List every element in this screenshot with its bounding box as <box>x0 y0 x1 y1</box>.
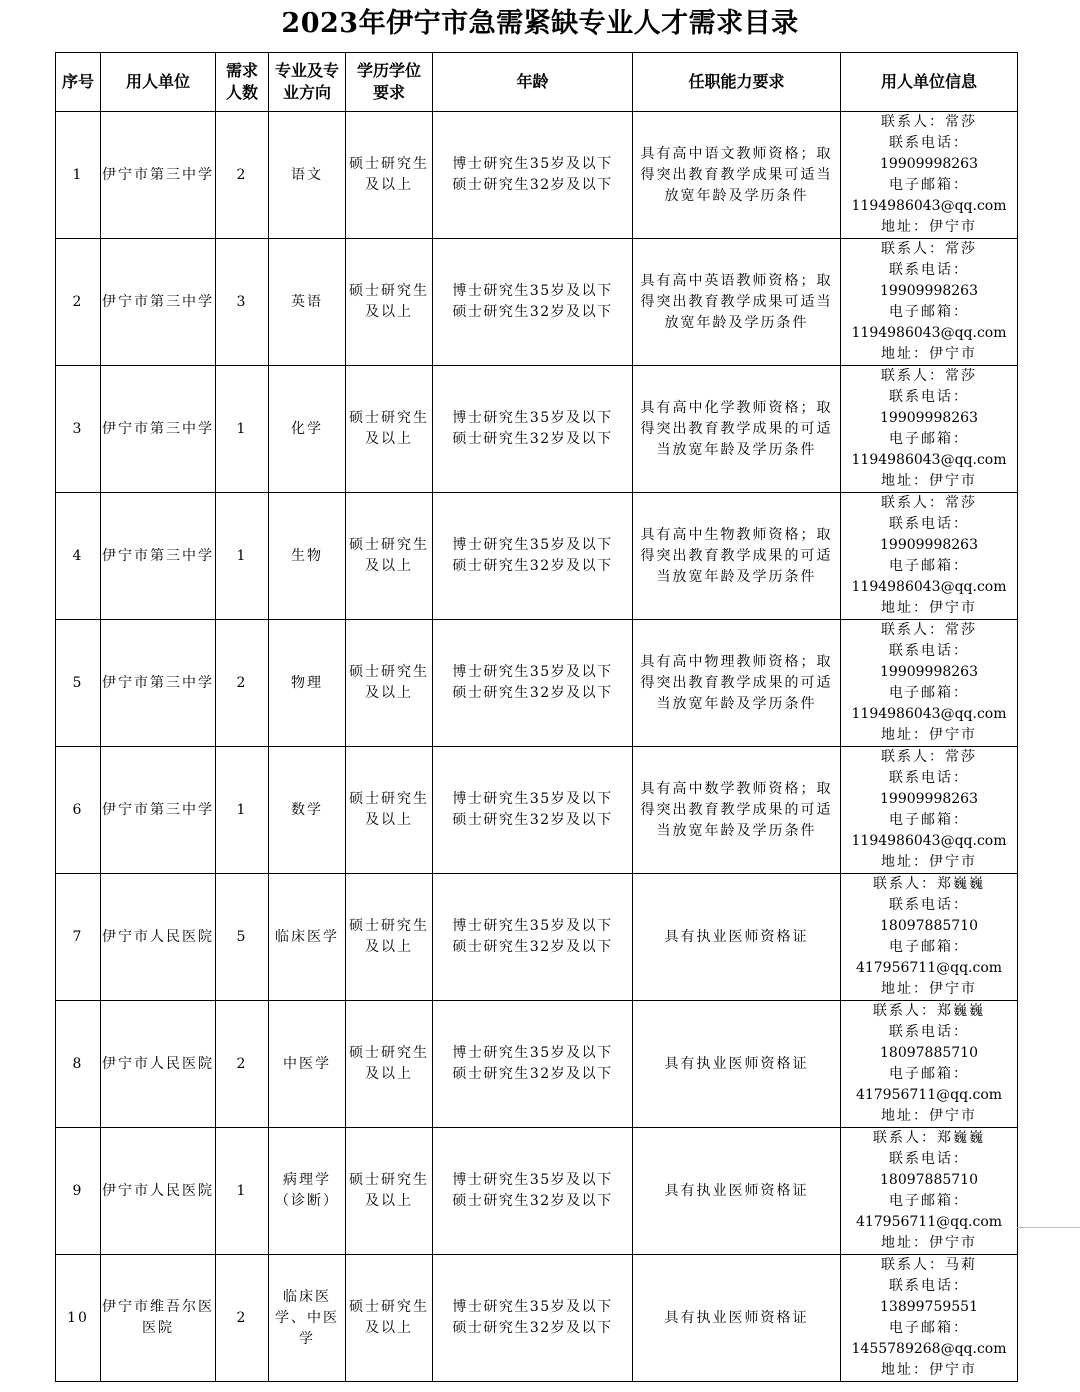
email-label: 电子邮箱： <box>889 1066 969 1082</box>
phone-label: 联系电话： <box>889 897 969 913</box>
contact-person: 联系人：常莎 <box>881 368 977 384</box>
cell-age <box>433 620 633 747</box>
cell-count: 2 <box>216 620 269 747</box>
email-label: 电子邮箱： <box>889 812 969 828</box>
email-address: 1194986043@qq.com <box>851 833 1007 849</box>
cell-no: 3 <box>56 366 101 493</box>
age-master: 硕士研究生32岁及以下 <box>452 1320 613 1336</box>
contact-person: 联系人：常莎 <box>881 495 977 511</box>
cell-unit: 伊宁市人民医院 <box>101 874 216 1001</box>
cell-requirements: 具有高中数学教师资格；取得突出教育教学成果的可适当放宽年龄及学历条件 <box>633 747 841 874</box>
cell-info <box>841 366 1018 493</box>
table-header-row <box>56 53 1018 112</box>
cell-major: 语文 <box>269 112 346 239</box>
cell-age <box>433 366 633 493</box>
cell-unit: 伊宁市第三中学 <box>101 493 216 620</box>
email-address: 1194986043@qq.com <box>851 198 1007 214</box>
cell-info <box>841 493 1018 620</box>
header-no: 序号 <box>56 53 101 112</box>
email-address: 1194986043@qq.com <box>851 325 1007 341</box>
age-phd: 博士研究生35岁及以下 <box>452 918 613 934</box>
header-age: 年龄 <box>433 53 633 112</box>
cell-major: 临床医学、中医学 <box>269 1255 346 1382</box>
cell-no: 7 <box>56 874 101 1001</box>
email-label: 电子邮箱： <box>889 1193 969 1209</box>
cell-count: 2 <box>216 112 269 239</box>
email-address: 417956711@qq.com <box>855 1214 1003 1230</box>
phone-number: 19909998263 <box>880 410 978 426</box>
cell-degree: 硕士研究生及以上 <box>346 1128 433 1255</box>
table-row <box>56 874 1018 1001</box>
cell-count: 5 <box>216 874 269 1001</box>
cell-count: 2 <box>216 1255 269 1382</box>
age-phd: 博士研究生35岁及以下 <box>452 283 613 299</box>
age-phd: 博士研究生35岁及以下 <box>452 537 613 553</box>
age-master: 硕士研究生32岁及以下 <box>452 177 613 193</box>
cell-age <box>433 112 633 239</box>
phone-number: 19909998263 <box>880 537 978 553</box>
address: 地址：伊宁市 <box>881 346 977 362</box>
cell-requirements: 具有高中化学教师资格；取得突出教育教学成果的可适当放宽年龄及学历条件 <box>633 366 841 493</box>
talent-catalog-table <box>55 52 1018 1382</box>
cell-age <box>433 239 633 366</box>
age-master: 硕士研究生32岁及以下 <box>452 812 613 828</box>
table-row <box>56 239 1018 366</box>
cell-unit: 伊宁市第三中学 <box>101 366 216 493</box>
cell-major: 英语 <box>269 239 346 366</box>
table-row <box>56 112 1018 239</box>
cell-degree: 硕士研究生及以上 <box>346 493 433 620</box>
contact-person: 联系人：常莎 <box>881 749 977 765</box>
email-address: 1194986043@qq.com <box>851 706 1007 722</box>
cell-requirements: 具有执业医师资格证 <box>633 1001 841 1128</box>
cell-no: 10 <box>56 1255 101 1382</box>
table-row <box>56 747 1018 874</box>
cell-age <box>433 874 633 1001</box>
age-phd: 博士研究生35岁及以下 <box>452 410 613 426</box>
cell-count: 2 <box>216 1001 269 1128</box>
cell-degree: 硕士研究生及以上 <box>346 112 433 239</box>
cell-age <box>433 1001 633 1128</box>
edge-line <box>1017 1227 1080 1228</box>
cell-requirements: 具有执业医师资格证 <box>633 874 841 1001</box>
cell-major: 中医学 <box>269 1001 346 1128</box>
phone-label: 联系电话： <box>889 135 969 151</box>
cell-no: 8 <box>56 1001 101 1128</box>
email-label: 电子邮箱： <box>889 685 969 701</box>
phone-label: 联系电话： <box>889 643 969 659</box>
email-label: 电子邮箱： <box>889 939 969 955</box>
header-requirements: 任职能力要求 <box>633 53 841 112</box>
contact-person: 联系人：常莎 <box>881 241 977 257</box>
header-major: 专业及专业方向 <box>269 53 346 112</box>
cell-requirements: 具有高中物理教师资格；取得突出教育教学成果的可适当放宽年龄及学历条件 <box>633 620 841 747</box>
cell-count: 1 <box>216 366 269 493</box>
table-row <box>56 1255 1018 1382</box>
contact-person: 联系人：常莎 <box>881 622 977 638</box>
age-phd: 博士研究生35岁及以下 <box>452 664 613 680</box>
header-info: 用人单位信息 <box>841 53 1018 112</box>
phone-label: 联系电话： <box>889 389 969 405</box>
cell-age <box>433 747 633 874</box>
email-address: 1455789268@qq.com <box>851 1341 1007 1357</box>
page-title: 2023年伊宁市急需紧缺专业人才需求目录 <box>281 8 799 39</box>
cell-unit: 伊宁市人民医院 <box>101 1001 216 1128</box>
cell-requirements: 具有高中生物教师资格；取得突出教育教学成果的可适当放宽年龄及学历条件 <box>633 493 841 620</box>
contact-person: 联系人：郑巍巍 <box>873 876 985 892</box>
cell-count: 1 <box>216 493 269 620</box>
age-master: 硕士研究生32岁及以下 <box>452 431 613 447</box>
cell-count: 3 <box>216 239 269 366</box>
contact-person: 联系人：郑巍巍 <box>873 1130 985 1146</box>
age-phd: 博士研究生35岁及以下 <box>452 1172 613 1188</box>
address: 地址：伊宁市 <box>881 1362 977 1378</box>
header-unit: 用人单位 <box>101 53 216 112</box>
cell-requirements: 具有执业医师资格证 <box>633 1128 841 1255</box>
phone-label: 联系电话： <box>889 1151 969 1167</box>
email-label: 电子邮箱： <box>889 431 969 447</box>
cell-count: 1 <box>216 1128 269 1255</box>
cell-degree: 硕士研究生及以上 <box>346 874 433 1001</box>
table-row <box>56 1001 1018 1128</box>
address: 地址：伊宁市 <box>881 1108 977 1124</box>
table-row <box>56 620 1018 747</box>
cell-unit: 伊宁市第三中学 <box>101 112 216 239</box>
cell-degree: 硕士研究生及以上 <box>346 747 433 874</box>
phone-number: 19909998263 <box>880 156 978 172</box>
table-row <box>56 493 1018 620</box>
address: 地址：伊宁市 <box>881 727 977 743</box>
age-phd: 博士研究生35岁及以下 <box>452 1045 613 1061</box>
cell-info <box>841 747 1018 874</box>
cell-major: 生物 <box>269 493 346 620</box>
cell-requirements: 具有高中英语教师资格；取得突出教育教学成果可适当放宽年龄及学历条件 <box>633 239 841 366</box>
cell-info <box>841 112 1018 239</box>
phone-label: 联系电话： <box>889 1278 969 1294</box>
phone-number: 13899759551 <box>880 1299 978 1315</box>
contact-person: 联系人：常莎 <box>881 114 977 130</box>
cell-degree: 硕士研究生及以上 <box>346 1001 433 1128</box>
cell-info <box>841 1255 1018 1382</box>
cell-major: 数学 <box>269 747 346 874</box>
contact-person: 联系人：马莉 <box>881 1257 977 1273</box>
cell-unit: 伊宁市人民医院 <box>101 1128 216 1255</box>
age-master: 硕士研究生32岁及以下 <box>452 1193 613 1209</box>
cell-unit: 伊宁市第三中学 <box>101 747 216 874</box>
cell-age <box>433 1255 633 1382</box>
cell-no: 4 <box>56 493 101 620</box>
phone-label: 联系电话： <box>889 1024 969 1040</box>
cell-no: 9 <box>56 1128 101 1255</box>
cell-major: 临床医学 <box>269 874 346 1001</box>
cell-unit: 伊宁市维吾尔医医院 <box>101 1255 216 1382</box>
cell-no: 6 <box>56 747 101 874</box>
table-row <box>56 366 1018 493</box>
address: 地址：伊宁市 <box>881 473 977 489</box>
table-row <box>56 1128 1018 1255</box>
email-address: 1194986043@qq.com <box>851 579 1007 595</box>
cell-major: 物理 <box>269 620 346 747</box>
cell-no: 5 <box>56 620 101 747</box>
email-label: 电子邮箱： <box>889 1320 969 1336</box>
email-label: 电子邮箱： <box>889 558 969 574</box>
header-count: 需求人数 <box>216 53 269 112</box>
email-label: 电子邮箱： <box>889 177 969 193</box>
cell-info <box>841 239 1018 366</box>
phone-number: 18097885710 <box>880 918 978 934</box>
age-master: 硕士研究生32岁及以下 <box>452 939 613 955</box>
phone-number: 19909998263 <box>880 791 978 807</box>
phone-number: 18097885710 <box>880 1172 978 1188</box>
address: 地址：伊宁市 <box>881 219 977 235</box>
email-label: 电子邮箱： <box>889 304 969 320</box>
phone-label: 联系电话： <box>889 770 969 786</box>
age-phd: 博士研究生35岁及以下 <box>452 1299 613 1315</box>
phone-label: 联系电话： <box>889 262 969 278</box>
email-address: 1194986043@qq.com <box>851 452 1007 468</box>
phone-label: 联系电话： <box>889 516 969 532</box>
age-master: 硕士研究生32岁及以下 <box>452 304 613 320</box>
age-phd: 博士研究生35岁及以下 <box>452 791 613 807</box>
cell-degree: 硕士研究生及以上 <box>346 239 433 366</box>
age-master: 硕士研究生32岁及以下 <box>452 558 613 574</box>
cell-major: 病理学（诊断） <box>269 1128 346 1255</box>
email-address: 417956711@qq.com <box>855 1087 1003 1103</box>
cell-unit: 伊宁市第三中学 <box>101 239 216 366</box>
phone-number: 18097885710 <box>880 1045 978 1061</box>
cell-unit: 伊宁市第三中学 <box>101 620 216 747</box>
email-address: 417956711@qq.com <box>855 960 1003 976</box>
age-master: 硕士研究生32岁及以下 <box>452 1066 613 1082</box>
cell-no: 1 <box>56 112 101 239</box>
phone-number: 19909998263 <box>880 283 978 299</box>
cell-degree: 硕士研究生及以上 <box>346 620 433 747</box>
cell-count: 1 <box>216 747 269 874</box>
header-degree: 学历学位要求 <box>346 53 433 112</box>
phone-number: 19909998263 <box>880 664 978 680</box>
cell-major: 化学 <box>269 366 346 493</box>
cell-requirements: 具有执业医师资格证 <box>633 1255 841 1382</box>
cell-degree: 硕士研究生及以上 <box>346 1255 433 1382</box>
contact-person: 联系人：郑巍巍 <box>873 1003 985 1019</box>
address: 地址：伊宁市 <box>881 854 977 870</box>
address: 地址：伊宁市 <box>881 600 977 616</box>
age-master: 硕士研究生32岁及以下 <box>452 685 613 701</box>
cell-no: 2 <box>56 239 101 366</box>
address: 地址：伊宁市 <box>881 1235 977 1251</box>
cell-info <box>841 1001 1018 1128</box>
cell-info <box>841 874 1018 1001</box>
address: 地址：伊宁市 <box>881 981 977 997</box>
cell-age <box>433 1128 633 1255</box>
cell-age <box>433 493 633 620</box>
cell-degree: 硕士研究生及以上 <box>346 366 433 493</box>
cell-requirements: 具有高中语文教师资格；取得突出教育教学成果可适当放宽年龄及学历条件 <box>633 112 841 239</box>
age-phd: 博士研究生35岁及以下 <box>452 156 613 172</box>
cell-info <box>841 1128 1018 1255</box>
cell-info <box>841 620 1018 747</box>
